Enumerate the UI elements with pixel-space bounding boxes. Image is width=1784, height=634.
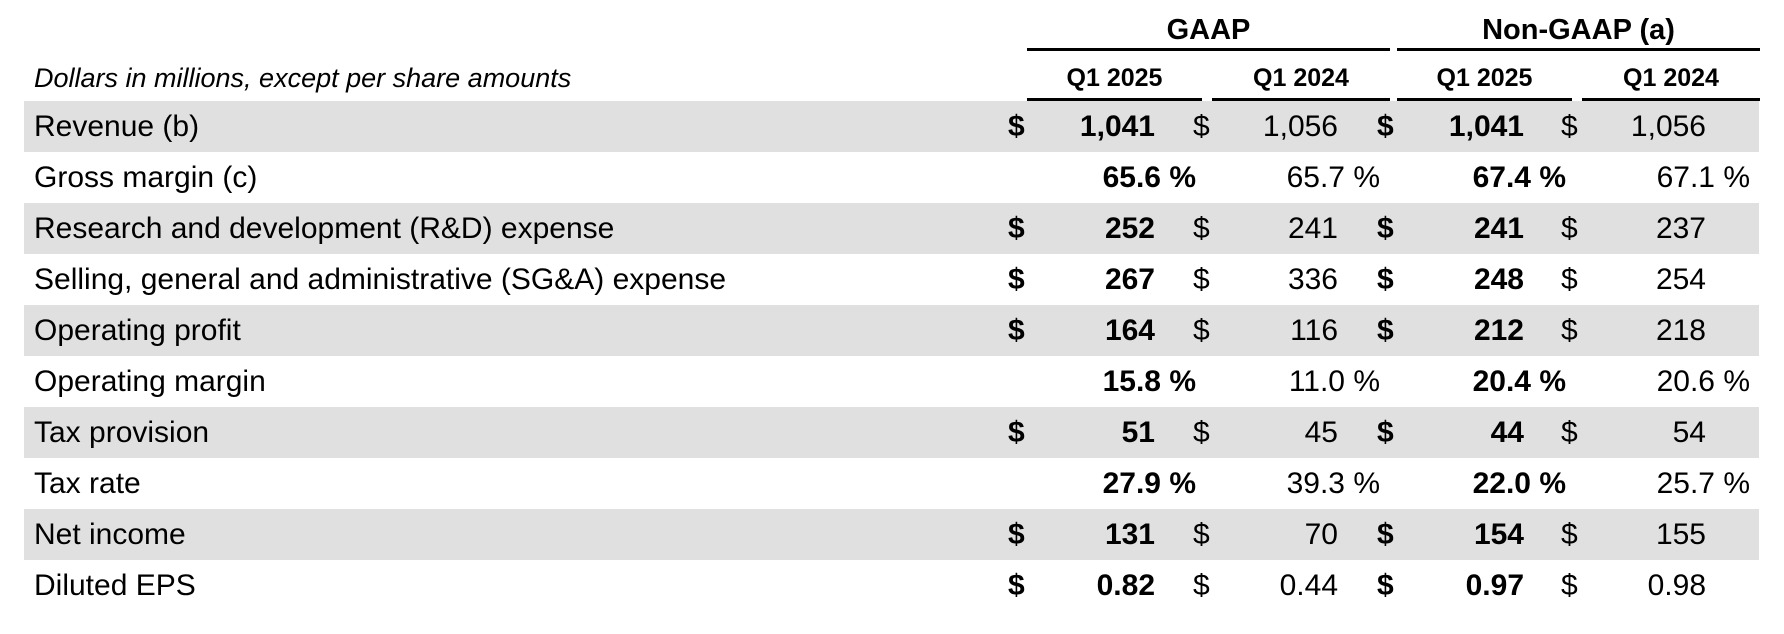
dollar-sign: $: [1377, 416, 1394, 449]
column-header-nongaap-q1-2024: Q1 2024: [1623, 64, 1719, 92]
dollar-sign: $: [1008, 263, 1025, 296]
table-cell-value: 0.82: [1096, 569, 1155, 602]
dollar-sign: $: [1377, 212, 1394, 245]
table-cell-value: 11.0 %: [1288, 365, 1380, 398]
table-row: [24, 152, 1759, 203]
table-cell-value: 65.6 %: [1102, 161, 1196, 194]
table-cell-value: 67.4 %: [1472, 161, 1566, 194]
table-cell-value: 1,041: [1079, 110, 1155, 143]
table-cell-value: 155: [1655, 518, 1706, 551]
table-cell-value: 218: [1655, 314, 1706, 347]
table-cell-value: 241: [1473, 212, 1524, 245]
table-row: [24, 356, 1759, 407]
table-body: [24, 101, 1759, 611]
table-row: [24, 101, 1759, 152]
non-gaap-group-header: Non-GAAP (a): [1482, 14, 1675, 46]
table-row: [24, 254, 1759, 305]
dollar-sign: $: [1561, 110, 1578, 143]
table-cell-value: 39.3 %: [1286, 467, 1380, 500]
dollar-sign: $: [1377, 569, 1394, 602]
table-row: [24, 407, 1759, 458]
dollar-sign: $: [1008, 569, 1025, 602]
table-cell-value: 65.7 %: [1286, 161, 1380, 194]
table-cell-value: 252: [1104, 212, 1155, 245]
table-cell-value: 131: [1104, 518, 1155, 551]
row-label: Research and development (R&D) expense: [34, 212, 615, 245]
table-cell-value: 54: [1672, 416, 1706, 449]
dollar-sign: $: [1561, 314, 1578, 347]
table-cell-value: 15.8 %: [1102, 365, 1196, 398]
dollar-sign: $: [1561, 518, 1578, 551]
dollar-sign: $: [1193, 212, 1210, 245]
dollar-sign: $: [1193, 263, 1210, 296]
row-label: Operating profit: [34, 314, 241, 347]
table-cell-value: 237: [1655, 212, 1706, 245]
table-cell-value: 70: [1304, 518, 1338, 551]
table-cell-value: 67.1 %: [1656, 161, 1750, 194]
table-cell-value: 0.98: [1647, 569, 1706, 602]
column-header-gaap-q1-2025: Q1 2025: [1066, 64, 1163, 92]
table-cell-value: 45: [1304, 416, 1338, 449]
table-row: [24, 509, 1759, 560]
table-cell-value: 0.97: [1465, 569, 1524, 602]
table-row: [24, 560, 1759, 611]
dollar-sign: $: [1561, 569, 1578, 602]
table-cell-value: 20.4 %: [1472, 365, 1566, 398]
dollar-sign: $: [1008, 518, 1025, 551]
table-cell-value: 25.7 %: [1656, 467, 1750, 500]
gaap-group-header: GAAP: [1166, 14, 1251, 46]
table-cell-value: 0.44: [1279, 569, 1338, 602]
table-cell-value: 51: [1121, 416, 1155, 449]
table-cell-value: 20.6 %: [1656, 365, 1750, 398]
row-label: Revenue (b): [34, 110, 200, 143]
row-label: Diluted EPS: [34, 569, 196, 602]
table-cell-value: 241: [1287, 212, 1338, 245]
table-cell-value: 267: [1104, 263, 1155, 296]
row-label: Net income: [34, 518, 186, 551]
dollar-sign: $: [1193, 569, 1210, 602]
non-gaap-group-rule: [1397, 48, 1760, 51]
dollar-sign: $: [1377, 518, 1394, 551]
units-caption: Dollars in millions, except per share amounts: [34, 63, 572, 93]
dollar-sign: $: [1008, 416, 1025, 449]
table-row: [24, 203, 1759, 254]
row-label: Tax rate: [34, 467, 141, 500]
table-cell-value: 164: [1104, 314, 1155, 347]
dollar-sign: $: [1561, 212, 1578, 245]
column-header-nongaap-q1-2025: Q1 2025: [1436, 64, 1533, 92]
dollar-sign: $: [1561, 416, 1578, 449]
dollar-sign: $: [1377, 314, 1394, 347]
table-cell-value: 1,041: [1448, 110, 1524, 143]
table-cell-value: 1,056: [1630, 110, 1706, 143]
table-cell-value: 254: [1655, 263, 1706, 296]
dollar-sign: $: [1008, 110, 1025, 143]
dollar-sign: $: [1377, 110, 1394, 143]
table-cell-value: 212: [1473, 314, 1524, 347]
row-label: Operating margin: [34, 365, 266, 398]
table-cell-value: 44: [1490, 416, 1524, 449]
table-row: [24, 458, 1759, 509]
dollar-sign: $: [1193, 416, 1210, 449]
column-header-gaap-q1-2024: Q1 2024: [1253, 64, 1349, 92]
gaap-group-rule: [1027, 48, 1390, 51]
table-cell-value: 22.0 %: [1472, 467, 1566, 500]
table-cell-value: 154: [1473, 518, 1524, 551]
dollar-sign: $: [1193, 314, 1210, 347]
dollar-sign: $: [1008, 314, 1025, 347]
table-cell-value: 116: [1290, 314, 1338, 347]
dollar-sign: $: [1561, 263, 1578, 296]
row-label: Gross margin (c): [34, 161, 258, 194]
dollar-sign: $: [1193, 518, 1210, 551]
table-row: [24, 305, 1759, 356]
row-label: Tax provision: [34, 416, 210, 449]
table-cell-value: 1,056: [1262, 110, 1338, 143]
dollar-sign: $: [1193, 110, 1210, 143]
row-label: Selling, general and administrative (SG&A) expense: [34, 263, 727, 296]
dollar-sign: $: [1377, 263, 1394, 296]
dollar-sign: $: [1008, 212, 1025, 245]
table-cell-value: 248: [1473, 263, 1524, 296]
table-cell-value: 336: [1287, 263, 1338, 296]
table-cell-value: 27.9 %: [1102, 467, 1196, 500]
